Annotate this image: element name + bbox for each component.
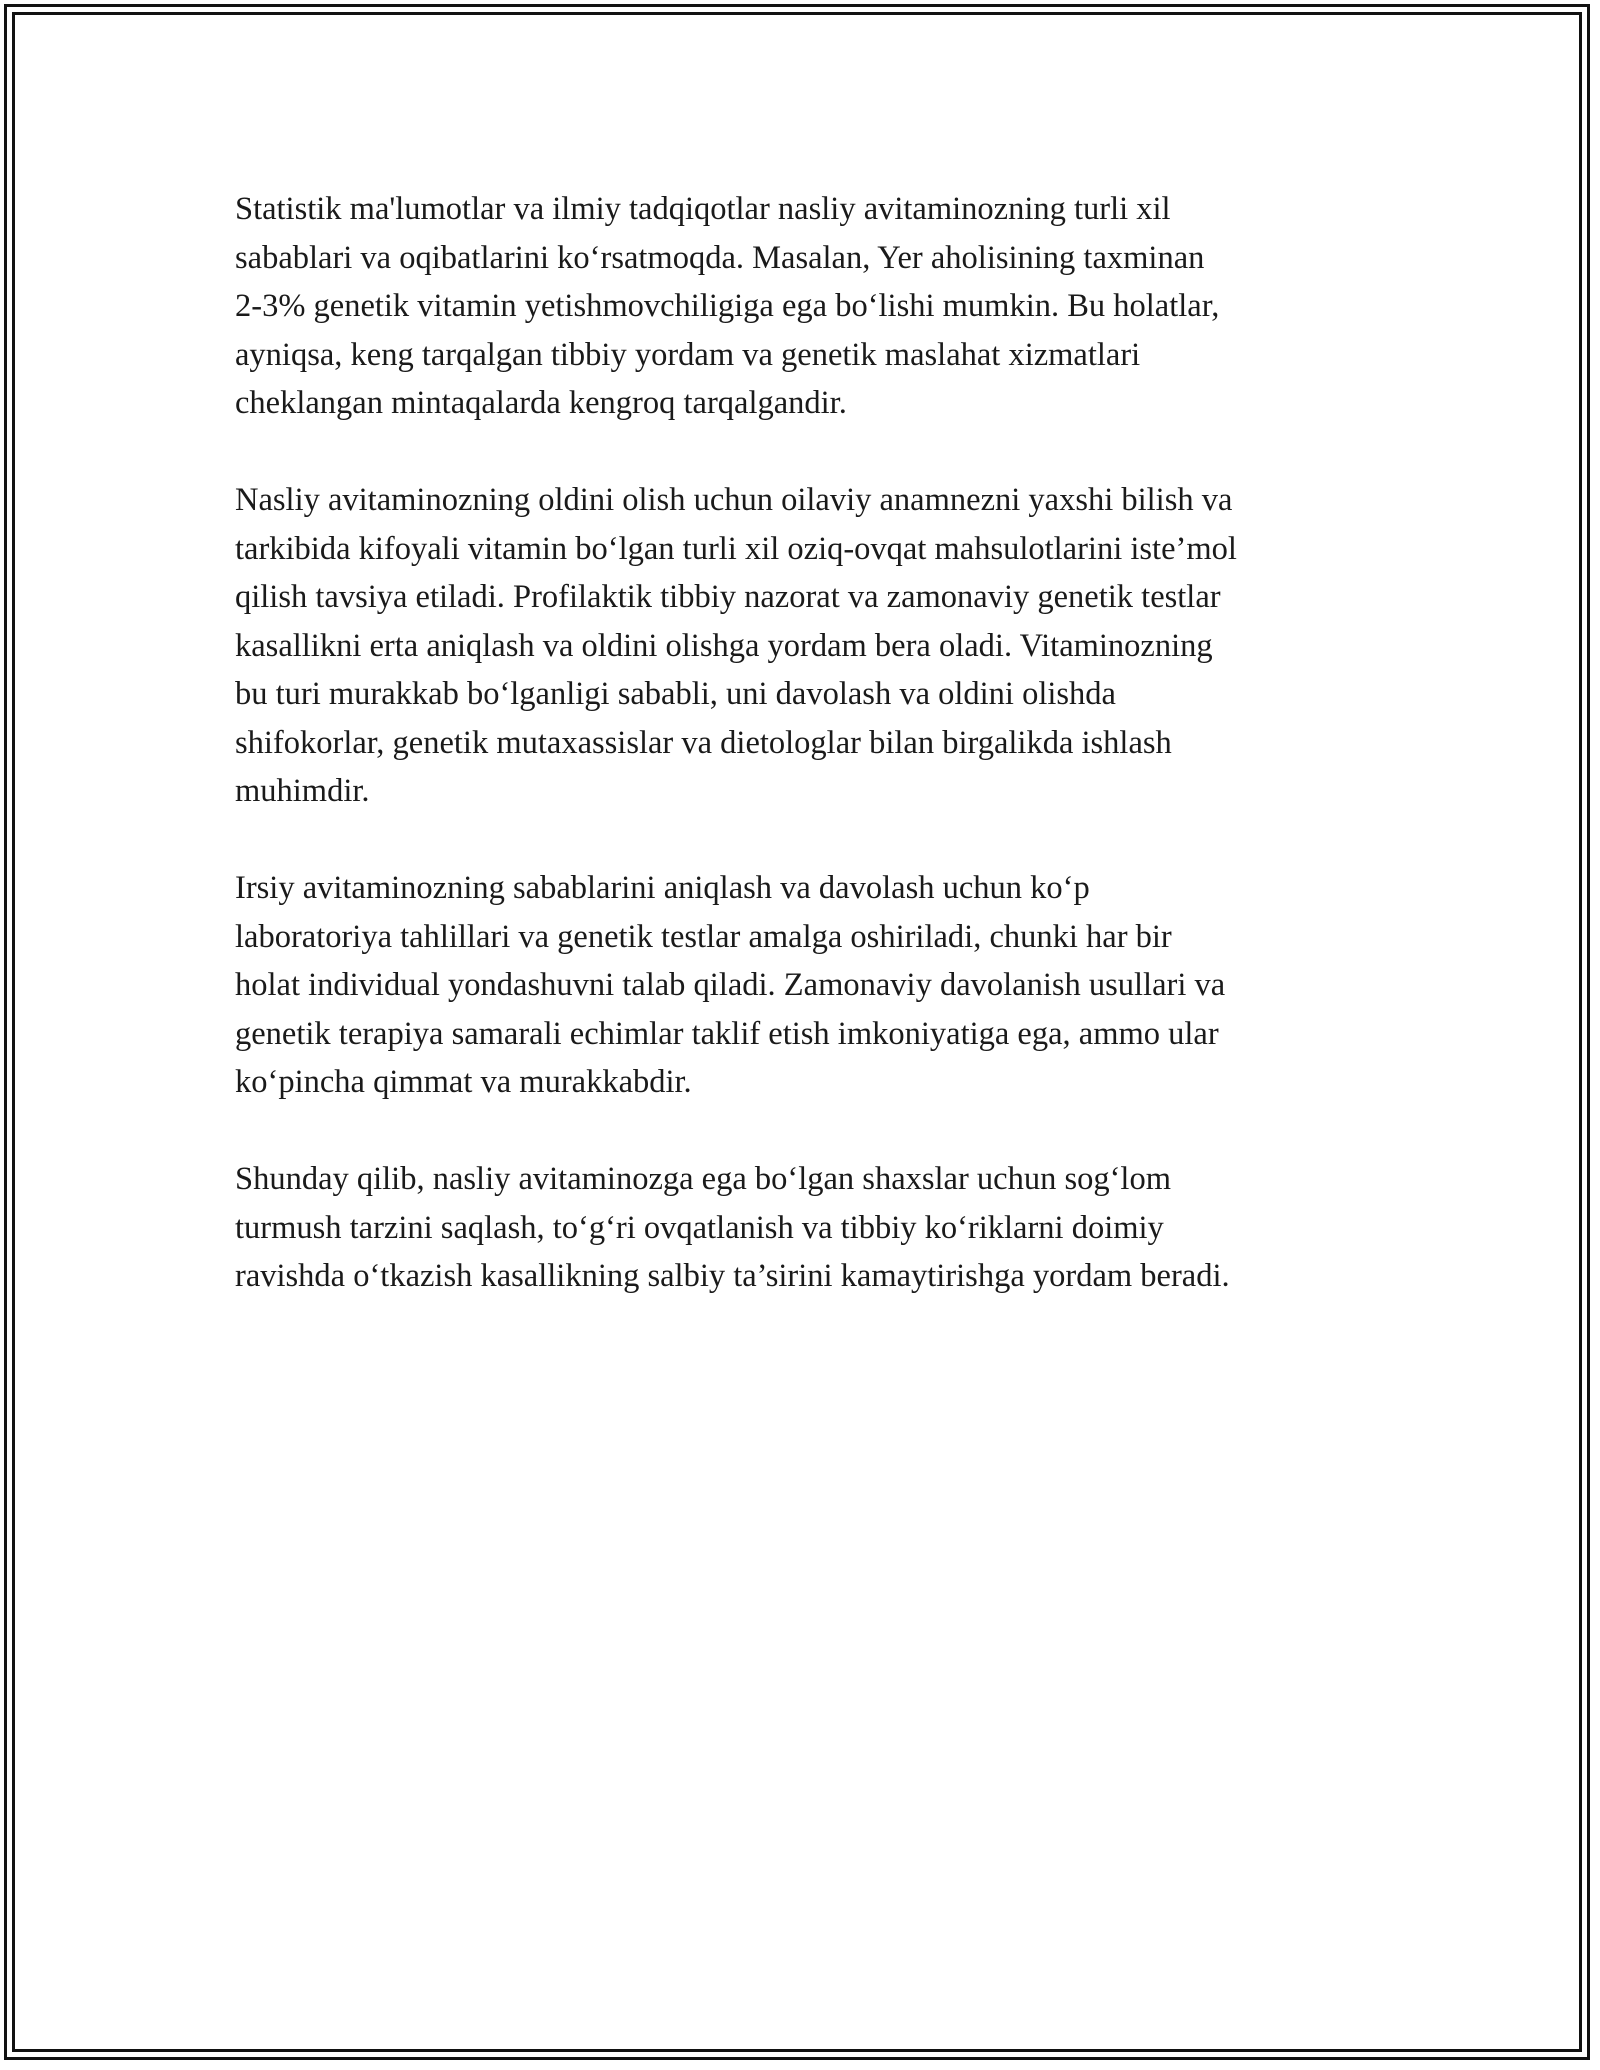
text-line: Nasliy avitaminozning oldini olish uchun oilaviy anamnezni yaxshi bilish va [235,482,1233,518]
text-line: Irsiy avitaminozning sabablarini aniqlash va davolash uchun ko‘p [235,870,1090,906]
text-line: muhimdir. [235,773,370,809]
text-line: holat individual yondashuvni talab qiladi. Zamonaviy davolanish usullari va [235,967,1226,1003]
text-line: qilish tavsiya etiladi. Profilaktik tibbiy nazorat va zamonaviy genetik testlar [235,579,1221,615]
text-line: Shunday qilib, nasliy avitaminozga ega bo‘lgan shaxslar uchun sog‘lom [235,1161,1171,1197]
paragraph-statistics [235,185,1375,428]
text-line: tarkibida kifoyali vitamin bo‘lgan turli xil oziq-ovqat mahsulotlarini iste’mol [235,530,1237,567]
text-line: 2-3% genetik vitamin yetishmovchiligiga ega bo‘lishi mumkin. Bu holatlar, [235,288,1220,324]
text-line: ko‘pincha qimmat va murakkabdir. [235,1064,692,1100]
text-line: cheklangan mintaqalarda kengroq tarqalgandir. [235,385,847,421]
text-line: turmush tarzini saqlash, to‘g‘ri ovqatlanish va tibbiy ko‘riklarni doimiy [235,1209,1164,1246]
text-line: Statistik ma'lumotlar va ilmiy tadqiqotlar nasliy avitaminozning turli xil [235,191,1171,227]
text-line: ravishda o‘tkazish kasallikning salbiy ta’sirini kamaytirishga yordam beradi. [235,1258,1230,1294]
text-line: sabablari va oqibatlarini ko‘rsatmoqda. Masalan, Yer aholisining taxminan [235,239,1205,276]
text-line: genetik terapiya samarali echimlar taklif etish imkoniyatiga ega, ammo ular [235,1015,1219,1052]
paragraph-conclusion [235,1155,1375,1301]
paragraph-diagnosis [235,864,1375,1107]
paragraph-prevention [235,476,1375,816]
text-line: ayniqsa, keng tarqalgan tibbiy yordam va genetik maslahat xizmatlari [235,336,1141,373]
text-line: laboratoriya tahlillari va genetik testlar amalga oshiriladi, chunki har bir [235,918,1172,955]
text-line: bu turi murakkab bo‘lganligi sababli, uni davolash va oldini olishda [235,676,1116,712]
document-body [235,185,1375,1349]
text-line: shifokorlar, genetik mutaxassislar va dietologlar bilan birgalikda ishlash [235,724,1172,761]
text-line: kasallikni erta aniqlash va oldini olishga yordam bera oladi. Vitaminozning [235,627,1213,664]
